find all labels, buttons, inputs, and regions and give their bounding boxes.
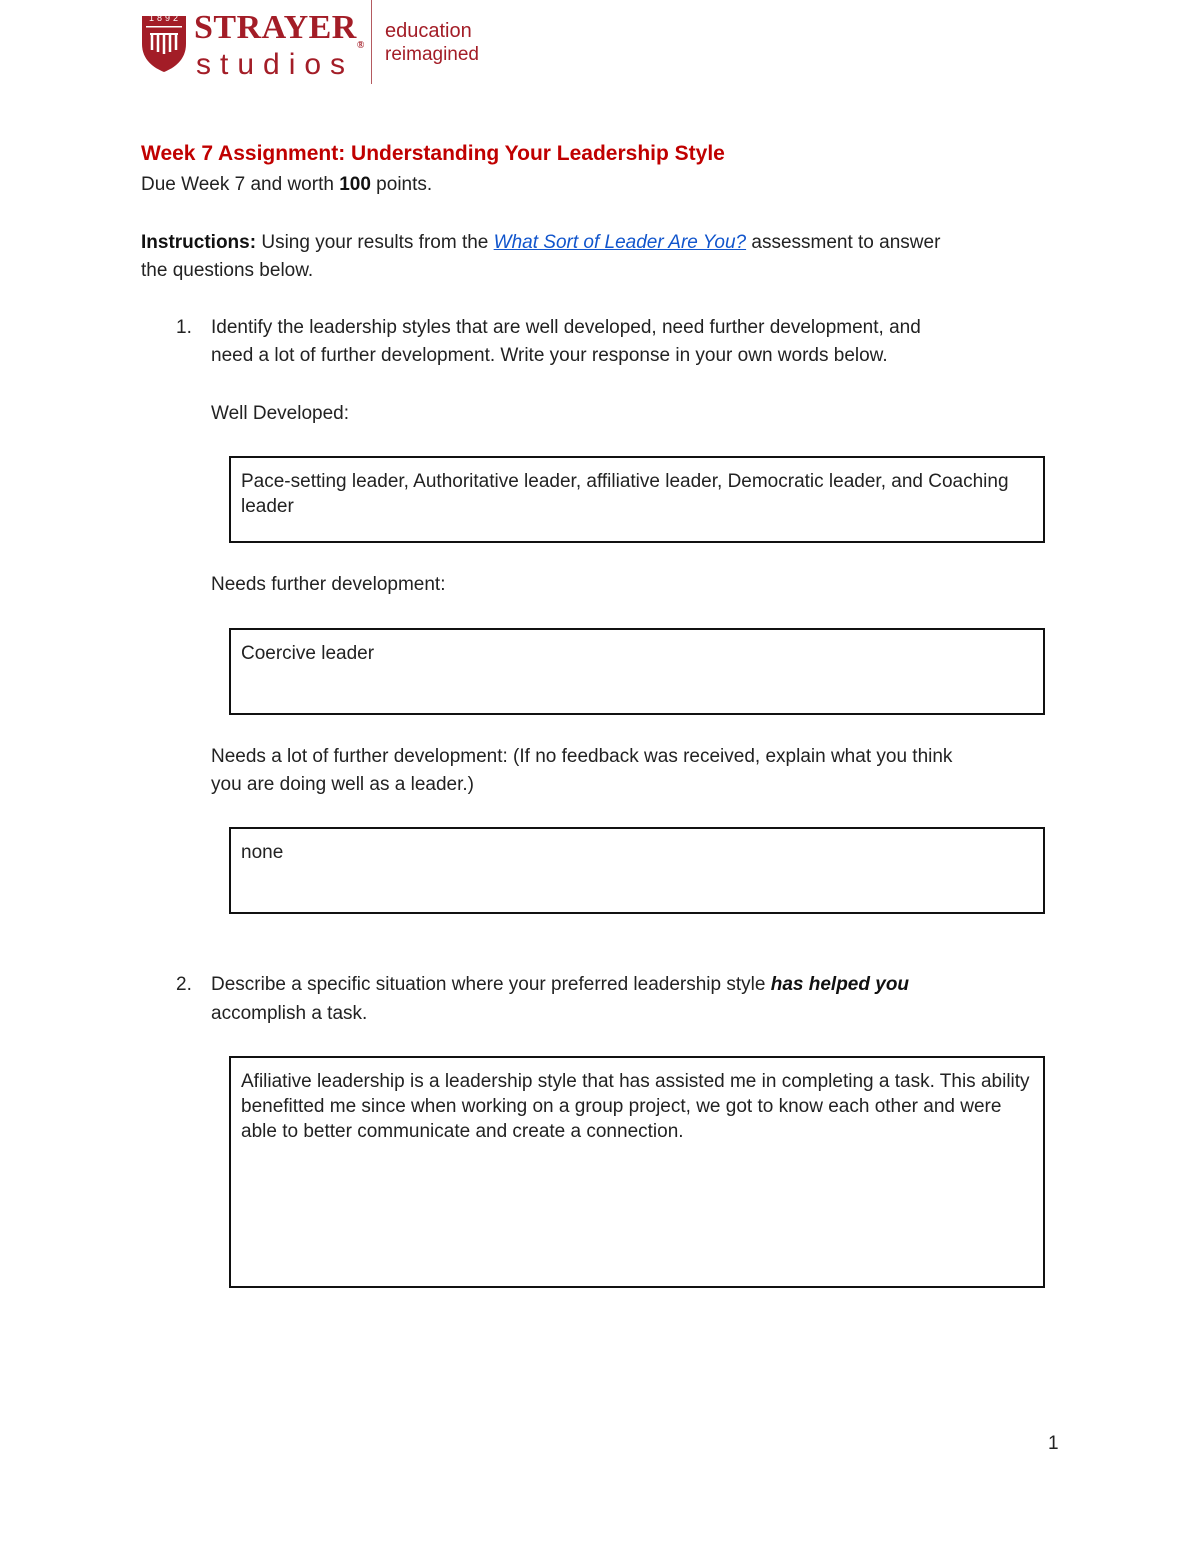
needs-lot-label-line-1: Needs a lot of further development: (If no feedback was received, explain what you think <box>211 746 953 767</box>
needs-lot-label-line-2: you are doing well as a leader.) <box>211 774 474 795</box>
question-1-text-line-2: need a lot of further development. Write your response in your own words below. <box>211 345 888 366</box>
question-1-number: 1. <box>176 317 192 338</box>
question-2-number: 2. <box>176 974 192 995</box>
logo-brand: STRAYER® <box>194 9 365 51</box>
assignment-title: Week 7 Assignment: Understanding Your Leadership Style <box>141 142 725 165</box>
instructions-line: Instructions: Using your results from the What Sort of Leader Are You? assessment to answer <box>141 232 941 253</box>
assessment-link[interactable]: What Sort of Leader Are You? <box>493 232 747 253</box>
instructions-line-2: the questions below. <box>141 260 314 281</box>
strayer-studios-logo <box>140 8 500 86</box>
needs-lot-answer-box[interactable] <box>229 827 1045 914</box>
well-developed-label: Well Developed: <box>211 403 350 424</box>
shield-icon <box>140 14 188 74</box>
due-line: Due Week 7 and worth 100 points. <box>141 174 433 195</box>
needs-further-label: Needs further development: <box>211 574 446 595</box>
question-2-text-line-1: Describe a specific situation where your preferred leadership style has helped you <box>211 974 910 995</box>
logo-sub: studios <box>196 48 355 81</box>
needs-lot-answer: none <box>241 842 284 863</box>
question-2-answer: Afiliative leadership is a leadership style that has assisted me in completing a task. This ability benefitted me since when working on a group project, we got to know each other and were able to better communicate and create a connection. <box>241 1071 1030 1142</box>
needs-further-answer: Coercive leader <box>241 643 375 664</box>
question-1-text-line-1: Identify the leadership styles that are well developed, need further development, and <box>211 317 921 338</box>
logo-since-year: 1892 <box>149 13 182 23</box>
question-2-answer-box[interactable] <box>229 1056 1045 1288</box>
logo-divider <box>371 0 372 84</box>
well-developed-answer: Pace-setting leader, Authoritative leader, affiliative leader, Democratic leader, and Coaching leader <box>241 471 1009 517</box>
well-developed-answer-box[interactable] <box>229 456 1045 543</box>
page-number: 1 <box>1048 1433 1059 1454</box>
question-2-text-line-2: accomplish a task. <box>211 1003 368 1024</box>
tagline-line-1: education <box>385 20 472 42</box>
tagline-line-2: reimagined <box>385 44 479 65</box>
needs-further-answer-box[interactable] <box>229 628 1045 715</box>
